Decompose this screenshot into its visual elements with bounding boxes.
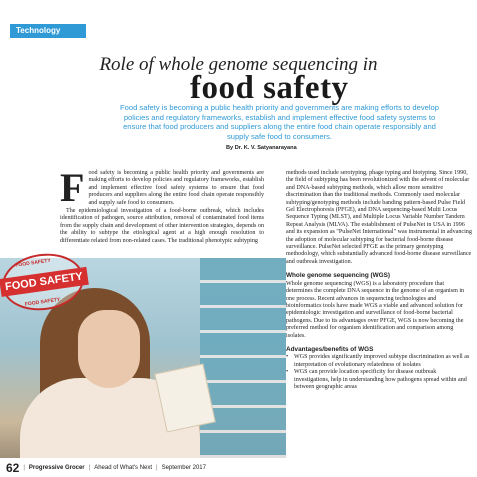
dropcap: F [60, 165, 85, 210]
left-paragraph-2: The epidemiological investigation of a food-borne outbreak, which includes identification of pathogen, source attribution, removal of contaminated food items from the supply chain and development of other intervention strategies, depends on the ability to subtype the etiological agent at a high enough resolution to differentiate related from non-related cases. The traditional phenotypic subtyping [60, 208, 264, 244]
right-paragraph-2: Whole genome sequencing (WGS) is a laboratory procedure that determines the complete DNA sequence in the genome of an organism in one process. Recent advances in sequencing technologies and bioinformatics tools have made WGS a viable and advanced solution for epidemiologic investigation and surveillance of food-borne bacterial pathogens. Due to its advantages over PFGE, WGS is now becoming the preferred method for organism identification and comparison among isolates. [286, 280, 465, 339]
advantages-list [286, 354, 472, 391]
left-column [60, 165, 264, 246]
store-shelf [200, 258, 286, 477]
page-footer [0, 458, 286, 477]
issue-date: September 2017 [161, 464, 206, 471]
right-paragraph-1: methods used include serotyping, phage typing and biotyping. Since 1990, the field of subtyping has been revolutionized with the advent of molecular and DNA-based subtyping methods, which allow more sensitive discrimination than the traditional methods. Commonly used molecular subtyping/genotyping methods include banding pattern-based Pulse Field Gel Electrophoresis (PFGE), and DNA sequencing-based Multi Locus Sequence Typing (MLST), and Multiple Locus Variable Number Tandem Repeat Analysis (MLVA). The establishment of PulseNet in USA in 1996 and its expansion as "PulseNet International" was instrumental in advancing the adoption of molecular subtyping for bacterial food-borne disease surveillance. PulseNet selected PFGE as the primary genotyping methodology, which substantially advanced food-borne disease surveillance and outbreak investigation. [286, 170, 472, 265]
headline-bold: food safety [190, 70, 349, 106]
right-column [286, 170, 472, 391]
shopper-face [78, 310, 140, 388]
subheading-advantages: Advantages/benefits of WGS [286, 345, 374, 353]
deck-summary: Food safety is becoming a public health priority and governments are making efforts to develop policies and regulatory frameworks, establish and implement effective food safety systems to ensure that food producers and suppliers along the entire food chain operate responsibly and supply safe food to consumers. [120, 103, 439, 141]
stamp-ring-bottom: FOOD SAFETY [24, 296, 61, 308]
page-number: 62 [6, 460, 20, 475]
footer-separator: | [23, 464, 25, 471]
stamp-ring-top: FOOD SAFETY [15, 257, 52, 269]
stamp-banner: FOOD SAFETY [0, 267, 89, 297]
headline-italic: Role of whole genome sequencing in [99, 54, 378, 75]
byline: By Dr. K. V. Satyanarayana [226, 145, 297, 151]
publication-name: Progressive Grocer [28, 464, 85, 471]
footer-separator: | [88, 464, 91, 471]
publication-tagline: Ahead of What's Next [94, 464, 153, 471]
footer-separator: | [156, 464, 158, 471]
section-tag: Technology [10, 24, 86, 38]
subheading-wgs: Whole genome sequencing (WGS) [286, 272, 391, 280]
list-item: • WGS can provide location specificity for disease outbreak investigations, help in understanding how pathogens spread within and between geographic areas [286, 369, 472, 391]
list-item: • WGS provides significantly improved subtype discrimination as well as interpretation of evolutionary relatedness of isolates [286, 354, 472, 369]
left-paragraph-1: ood safety is becoming a public health priority and governments are making efforts to develop policies and regulatory frameworks, establish and implement effective food safety systems to ensure that food producers and suppliers along the entire food chain operate responsibly and supply safe food to consumers. [88, 170, 264, 206]
